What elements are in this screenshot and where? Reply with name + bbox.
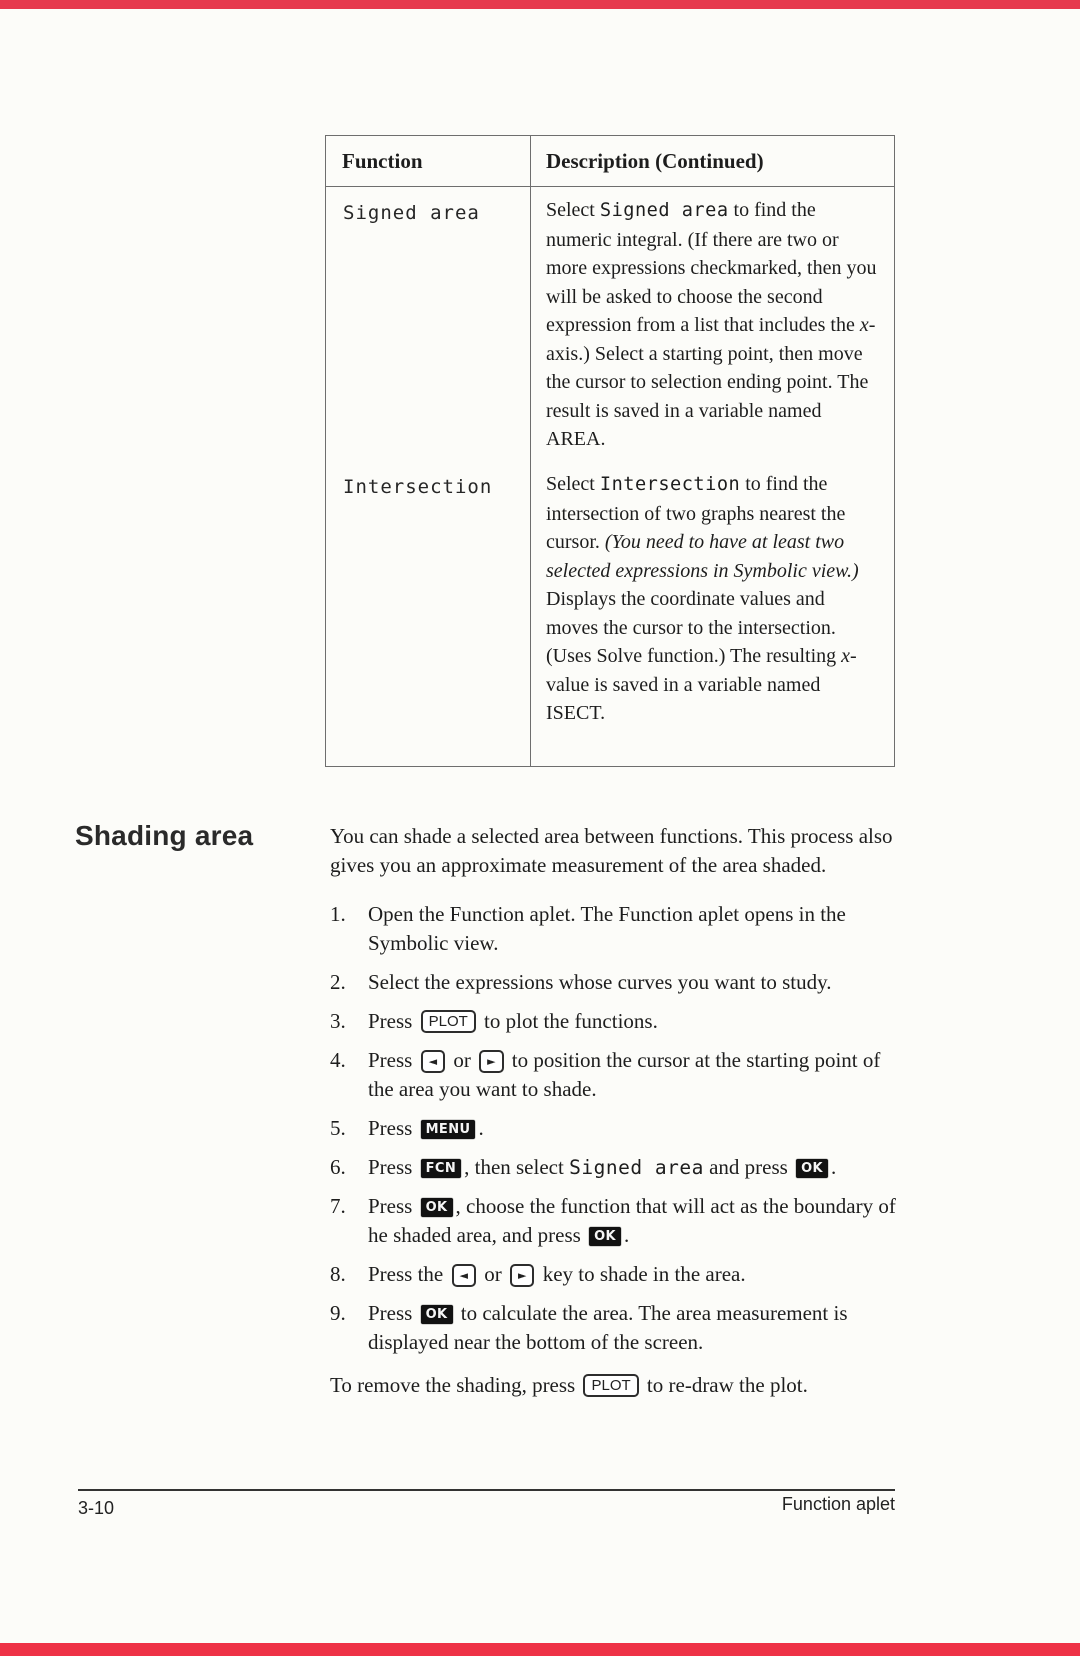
left-arrow-keycap: ◄ xyxy=(421,1050,445,1073)
text-segment: Press xyxy=(368,1155,418,1179)
text-segment: Press xyxy=(368,1048,418,1072)
text-segment: or xyxy=(448,1048,477,1072)
scan-edge-bottom xyxy=(0,1643,1080,1656)
step-text xyxy=(368,1153,908,1182)
table-header-function: Function xyxy=(342,149,423,173)
text-segment: Open the Function aplet. The Function aplet opens in the Symbolic view. xyxy=(368,902,846,955)
text-segment: Press the xyxy=(368,1262,449,1286)
step-number: 6. xyxy=(330,1155,346,1179)
step-7 xyxy=(330,1192,908,1250)
italic-text: x xyxy=(841,645,851,667)
step-number: 3. xyxy=(330,1009,346,1033)
chapter-title: Function aplet xyxy=(781,1494,895,1514)
text-segment: To remove the shading, press xyxy=(330,1373,581,1397)
text-segment: to position the cursor at the starting point of the area you want to shade. xyxy=(368,1048,881,1101)
intro-paragraph: You can shade a selected area between functions. This process also gives you an approximate measurement of the area shaded. xyxy=(330,824,893,877)
softkey-ok-label: OK xyxy=(421,1198,453,1217)
section-heading: Shading area xyxy=(75,820,254,851)
table-header-description: Description (Continued) xyxy=(546,149,764,173)
right-arrow-keycap: ► xyxy=(479,1050,503,1073)
text-segment: to find the numeric integral. (If there are two or more expressions checkmarked, then you will be asked to choose the second expression from a list that includes the xyxy=(546,199,877,336)
italic-text: (You need to have at least two selected expressions in Symbolic view.) xyxy=(546,531,859,582)
step-number: 5. xyxy=(330,1116,346,1140)
step-4 xyxy=(330,1046,908,1104)
text-segment: -axis.) Select a starting point, then move the cursor to selection ending point. The result is saved in a variable named AREA. xyxy=(546,314,876,450)
softkey-menu-label: MENU xyxy=(421,1120,476,1139)
code-text: Intersection xyxy=(599,474,741,495)
text-segment: Press xyxy=(368,1194,418,1218)
text-segment: Press xyxy=(368,1116,418,1140)
step-number: 7. xyxy=(330,1194,346,1218)
right-arrow-keycap: ► xyxy=(510,1264,534,1287)
step-number: 8. xyxy=(330,1262,346,1286)
text-segment: to plot the functions. xyxy=(478,1009,658,1033)
code-text: Signed area xyxy=(569,1156,704,1179)
section-body xyxy=(330,822,908,1400)
left-arrow-keycap: ◄ xyxy=(452,1264,476,1287)
step-text xyxy=(368,968,908,997)
text-segment: Select xyxy=(546,199,600,221)
scan-edge-top xyxy=(0,0,1080,9)
softkey-ok-label: OK xyxy=(589,1227,621,1246)
step-1 xyxy=(330,900,908,958)
step-number: 2. xyxy=(330,970,346,994)
text-segment: . xyxy=(831,1155,837,1179)
step-number: 1. xyxy=(330,902,346,926)
step-2 xyxy=(330,968,908,997)
softkey-ok-label: OK xyxy=(421,1305,453,1324)
text-segment: key to shade in the area. xyxy=(537,1262,746,1286)
text-segment: Select xyxy=(546,473,600,495)
text-segment: to find the intersection of two graphs nearest the cursor. xyxy=(546,473,846,553)
text-segment: . xyxy=(624,1223,630,1247)
step-text xyxy=(368,1114,908,1143)
step-text xyxy=(368,1260,908,1289)
step-text xyxy=(368,1046,908,1104)
step-6 xyxy=(330,1153,908,1182)
function-table xyxy=(325,135,895,767)
step-9 xyxy=(330,1299,908,1357)
step-text xyxy=(368,900,908,958)
text-segment: to calculate the area. The area measurement is displayed near the bottom of the screen. xyxy=(368,1301,848,1354)
closing-paragraph xyxy=(330,1371,908,1400)
softkey-ok-label: OK xyxy=(796,1159,828,1178)
text-segment: , choose the function that will act as the boundary of he shaded area, and press xyxy=(368,1194,896,1247)
italic-text: x xyxy=(859,314,869,336)
table-cell-function-signed-area: Signed area xyxy=(343,202,480,224)
text-segment: -value is saved in a variable named ISECT. xyxy=(546,645,857,724)
step-8 xyxy=(330,1260,908,1289)
footer-rule xyxy=(78,1489,895,1491)
table-cell-function-intersection: Intersection xyxy=(343,476,493,498)
text-segment: to re-draw the plot. xyxy=(641,1373,808,1397)
table-header-divider xyxy=(326,186,894,187)
table-cell-description-signed-area xyxy=(546,196,882,454)
text-segment: or xyxy=(478,1262,507,1286)
text-segment: , then select xyxy=(464,1155,570,1179)
text-segment: Select the expressions whose curves you want to study. xyxy=(368,970,832,994)
step-number: 9. xyxy=(330,1301,346,1325)
step-text xyxy=(368,1007,908,1036)
text-segment: Press xyxy=(368,1301,418,1325)
text-segment: Press xyxy=(368,1009,418,1033)
step-text xyxy=(368,1192,908,1250)
step-3 xyxy=(330,1007,908,1036)
text-segment: and press xyxy=(703,1155,794,1179)
keycap-plot: PLOT xyxy=(421,1010,476,1033)
step-number: 4. xyxy=(330,1048,346,1072)
softkey-fcn-label: FCN xyxy=(421,1159,462,1178)
text-segment: . xyxy=(478,1116,484,1140)
step-text xyxy=(368,1299,908,1357)
step-5 xyxy=(330,1114,908,1143)
code-text: Signed area xyxy=(599,200,729,221)
keycap-plot: PLOT xyxy=(583,1374,638,1397)
table-cell-description-intersection xyxy=(546,470,882,728)
page-number: 3-10 xyxy=(78,1498,115,1518)
table-column-divider xyxy=(530,136,531,766)
text-segment: Displays the coordinate values and moves the cursor to the intersection. (Uses Solve function.) The resulting xyxy=(546,588,842,667)
